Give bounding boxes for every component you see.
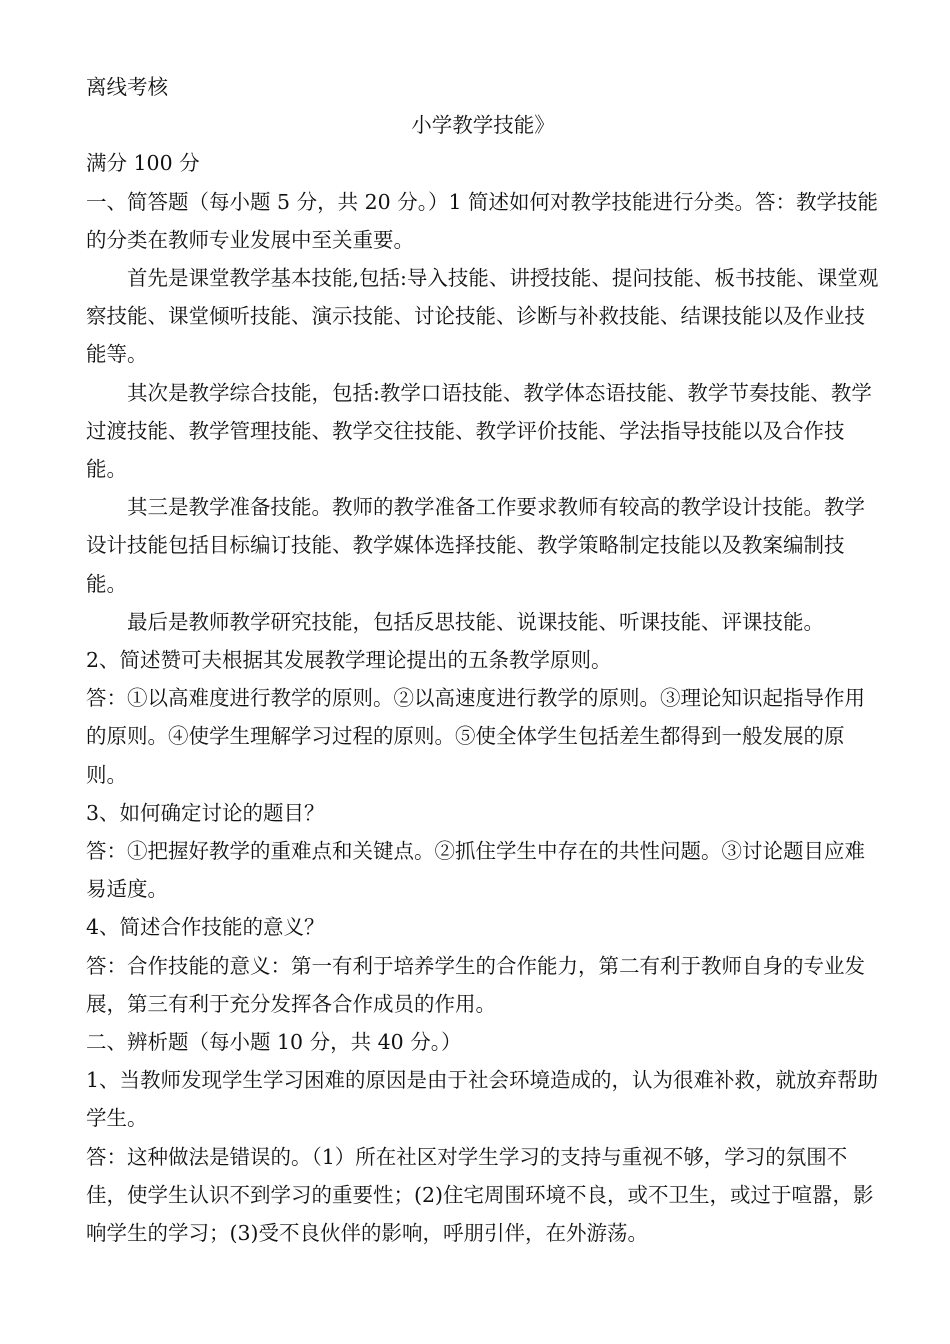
answer1-paragraph-preparation-skills: 其三是教学准备技能。教师的教学准备工作要求教师有较高的教学设计技能。教学设计技能包括目标编订技能、教学媒体选择技能、教学策略制定技能以及教案编制技能。 (86, 495, 865, 596)
answer-2: 答：①以高难度进行教学的原则。②以高速度进行教学的原则。③理论知识起指导作用的原则。④使学生理解学习过程的原则。⑤使全体学生包括差生都得到一般发展的原则。 (86, 686, 865, 787)
answer1-paragraph-comprehensive-skills: 其次是教学综合技能，包括:教学口语技能、教学体态语技能、教学节奏技能、教学过渡技能、教学管理技能、教学交往技能、教学评价技能、学法指导技能以及合作技能。 (86, 380, 872, 482)
section2-question-1: 1、当教师发现学生学习困难的原因是由于社会环境造成的，认为很难补救，就放弃帮助学生。 (86, 1068, 879, 1131)
section-discrimination (86, 1023, 880, 1252)
full-score-note: 满分 100 分 (86, 151, 200, 176)
section2-answer-1: 答：这种做法是错误的。（1）所在社区对学生学习的支持与重视不够，学习的氛围不佳，使学生认识不到学习的重要性；(2)住宅周围环境不良，或不卫生，或过于喧嚣，影响学生的学习；(3)受不良伙伴的影响，呼朋引伴，在外游荡。 (86, 1144, 874, 1246)
question-4: 4、简述合作技能的意义？ (86, 915, 325, 940)
document-header: 离线考核 (86, 75, 168, 99)
answer-3: 答：①把握好教学的重难点和关键点。②抓住学生中存在的共性问题。③讨论题目应难易适度。 (86, 839, 865, 902)
section-short-answer (86, 183, 880, 1023)
answer1-paragraph-research-skills: 最后是教师教学研究技能，包括反思技能、说课技能、听课技能、评课技能。 (127, 609, 824, 634)
question-3: 3、如何确定讨论的题目？ (86, 800, 325, 825)
answer1-paragraph-basic-skills: 首先是课堂教学基本技能,包括:导入技能、讲授技能、提问技能、板书技能、课堂观察技能、课堂倾听技能、演示技能、讨论技能、诊断与补救技能、结课技能以及作业技能等。 (86, 266, 879, 367)
document-title: 小学教学技能》 (411, 113, 555, 138)
section1-intro-question1: 一、简答题（每小题 5 分，共 20 分。）1 简述如何对教学技能进行分类。答：教学技能的分类在教师专业发展中至关重要。 (86, 189, 879, 252)
answer-4: 答：合作技能的意义：第一有利于培养学生的合作能力，第二有利于教师自身的专业发展，第三有利于充分发挥各合作成员的作用。 (86, 953, 865, 1016)
section2-heading: 二、辨析题（每小题 10 分，共 40 分。） (86, 1030, 462, 1055)
question-2: 2、简述赞可夫根据其发展教学理论提出的五条教学原则。 (86, 648, 612, 673)
